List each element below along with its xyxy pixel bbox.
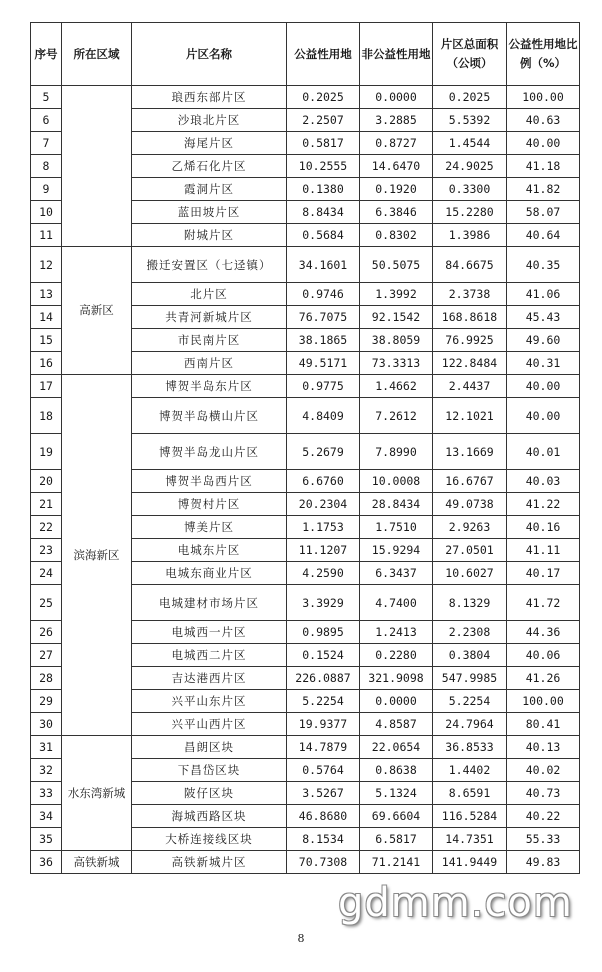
- cell-area-name: 西南片区: [132, 352, 287, 375]
- cell-total-area: 116.5284: [433, 805, 507, 828]
- cell-non-public-land: 92.1542: [360, 306, 433, 329]
- cell-seq: 11: [31, 224, 62, 247]
- cell-area-name: 海城西路区块: [132, 805, 287, 828]
- cell-non-public-land: 0.8727: [360, 132, 433, 155]
- header-total-area: 片区总面积（公顷）: [433, 23, 507, 86]
- cell-public-land: 226.0887: [287, 667, 360, 690]
- cell-non-public-land: 4.8587: [360, 713, 433, 736]
- cell-public-land: 76.7075: [287, 306, 360, 329]
- cell-public-land: 70.7308: [287, 851, 360, 874]
- cell-public-land: 19.9377: [287, 713, 360, 736]
- cell-area-name: 电城建材市场片区: [132, 585, 287, 621]
- cell-total-area: 5.2254: [433, 690, 507, 713]
- cell-public-land: 8.1534: [287, 828, 360, 851]
- cell-non-public-land: 69.6604: [360, 805, 433, 828]
- cell-seq: 16: [31, 352, 62, 375]
- cell-seq: 23: [31, 539, 62, 562]
- cell-non-public-land: 6.3437: [360, 562, 433, 585]
- cell-public-ratio: 41.11: [507, 539, 580, 562]
- cell-public-land: 49.5171: [287, 352, 360, 375]
- cell-seq: 34: [31, 805, 62, 828]
- cell-area-name: 博贺半岛东片区: [132, 375, 287, 398]
- cell-public-ratio: 41.18: [507, 155, 580, 178]
- cell-area-name: 海尾片区: [132, 132, 287, 155]
- cell-non-public-land: 3.2885: [360, 109, 433, 132]
- cell-non-public-land: 0.8638: [360, 759, 433, 782]
- cell-seq: 29: [31, 690, 62, 713]
- cell-area-name: 电城东商业片区: [132, 562, 287, 585]
- cell-public-land: 10.2555: [287, 155, 360, 178]
- cell-public-land: 0.5684: [287, 224, 360, 247]
- cell-non-public-land: 1.3992: [360, 283, 433, 306]
- cell-public-land: 5.2679: [287, 434, 360, 470]
- cell-public-ratio: 40.03: [507, 470, 580, 493]
- watermark: gdmm.com: [338, 880, 573, 926]
- cell-public-land: 0.1524: [287, 644, 360, 667]
- cell-seq: 10: [31, 201, 62, 224]
- cell-area-name: 昌朗区块: [132, 736, 287, 759]
- cell-non-public-land: 71.2141: [360, 851, 433, 874]
- cell-public-ratio: 100.00: [507, 690, 580, 713]
- cell-total-area: 8.1329: [433, 585, 507, 621]
- cell-area-name: 搬迁安置区（七迳镇）: [132, 247, 287, 283]
- cell-area-name: 霞洞片区: [132, 178, 287, 201]
- cell-public-ratio: 40.63: [507, 109, 580, 132]
- cell-seq: 36: [31, 851, 62, 874]
- cell-public-land: 0.5817: [287, 132, 360, 155]
- cell-public-land: 6.6760: [287, 470, 360, 493]
- cell-public-land: 2.2507: [287, 109, 360, 132]
- cell-public-ratio: 40.13: [507, 736, 580, 759]
- cell-seq: 14: [31, 306, 62, 329]
- cell-seq: 25: [31, 585, 62, 621]
- cell-non-public-land: 15.9294: [360, 539, 433, 562]
- land-use-table: [30, 22, 580, 874]
- cell-total-area: 122.8484: [433, 352, 507, 375]
- cell-seq: 5: [31, 86, 62, 109]
- page-number: 8: [297, 932, 305, 945]
- cell-total-area: 168.8618: [433, 306, 507, 329]
- cell-non-public-land: 1.2413: [360, 621, 433, 644]
- cell-total-area: 1.4402: [433, 759, 507, 782]
- cell-total-area: 2.2308: [433, 621, 507, 644]
- cell-non-public-land: 6.5817: [360, 828, 433, 851]
- cell-seq: 8: [31, 155, 62, 178]
- cell-public-land: 0.9746: [287, 283, 360, 306]
- cell-total-area: 547.9985: [433, 667, 507, 690]
- cell-non-public-land: 7.8990: [360, 434, 433, 470]
- cell-non-public-land: 0.8302: [360, 224, 433, 247]
- cell-public-ratio: 40.16: [507, 516, 580, 539]
- cell-non-public-land: 5.1324: [360, 782, 433, 805]
- header-area-name: 片区名称: [132, 23, 287, 86]
- cell-public-ratio: 55.33: [507, 828, 580, 851]
- cell-non-public-land: 0.2280: [360, 644, 433, 667]
- cell-seq: 13: [31, 283, 62, 306]
- cell-non-public-land: 1.7510: [360, 516, 433, 539]
- cell-public-ratio: 100.00: [507, 86, 580, 109]
- cell-seq: 6: [31, 109, 62, 132]
- cell-public-ratio: 40.02: [507, 759, 580, 782]
- cell-public-ratio: 40.73: [507, 782, 580, 805]
- cell-total-area: 76.9925: [433, 329, 507, 352]
- cell-public-ratio: 80.41: [507, 713, 580, 736]
- cell-seq: 35: [31, 828, 62, 851]
- cell-public-ratio: 41.06: [507, 283, 580, 306]
- cell-total-area: 36.8533: [433, 736, 507, 759]
- cell-area-name: 蓝田坡片区: [132, 201, 287, 224]
- cell-public-land: 38.1865: [287, 329, 360, 352]
- table-header-row: [31, 23, 580, 86]
- cell-total-area: 0.3804: [433, 644, 507, 667]
- cell-public-land: 34.1601: [287, 247, 360, 283]
- header-non-public-land: 非公益性用地: [360, 23, 433, 86]
- cell-public-ratio: 40.00: [507, 132, 580, 155]
- table-row: [31, 851, 580, 874]
- cell-area-name: 博贺半岛龙山片区: [132, 434, 287, 470]
- cell-public-land: 0.9775: [287, 375, 360, 398]
- cell-total-area: 1.4544: [433, 132, 507, 155]
- cell-area-name: 电城东片区: [132, 539, 287, 562]
- cell-non-public-land: 50.5075: [360, 247, 433, 283]
- cell-seq: 26: [31, 621, 62, 644]
- cell-total-area: 14.7351: [433, 828, 507, 851]
- cell-non-public-land: 6.3846: [360, 201, 433, 224]
- cell-seq: 31: [31, 736, 62, 759]
- cell-total-area: 27.0501: [433, 539, 507, 562]
- cell-total-area: 8.6591: [433, 782, 507, 805]
- cell-public-ratio: 40.31: [507, 352, 580, 375]
- cell-seq: 22: [31, 516, 62, 539]
- cell-total-area: 15.2280: [433, 201, 507, 224]
- cell-public-ratio: 40.17: [507, 562, 580, 585]
- table-row: [31, 86, 580, 109]
- cell-public-ratio: 44.36: [507, 621, 580, 644]
- cell-non-public-land: 14.6470: [360, 155, 433, 178]
- cell-non-public-land: 10.0008: [360, 470, 433, 493]
- cell-public-land: 3.5267: [287, 782, 360, 805]
- cell-seq: 9: [31, 178, 62, 201]
- cell-total-area: 10.6027: [433, 562, 507, 585]
- cell-area-name: 共青河新城片区: [132, 306, 287, 329]
- cell-area-name: 琅西东部片区: [132, 86, 287, 109]
- cell-area-name: 兴平山东片区: [132, 690, 287, 713]
- cell-public-land: 0.2025: [287, 86, 360, 109]
- cell-area-name: 博贺半岛西片区: [132, 470, 287, 493]
- cell-public-ratio: 40.00: [507, 375, 580, 398]
- cell-area-name: 兴平山西片区: [132, 713, 287, 736]
- cell-public-ratio: 40.22: [507, 805, 580, 828]
- header-seq: 序号: [31, 23, 62, 86]
- header-public-ratio: 公益性用地比例（%）: [507, 23, 580, 86]
- cell-public-ratio: 40.01: [507, 434, 580, 470]
- cell-public-land: 8.8434: [287, 201, 360, 224]
- cell-non-public-land: 1.4662: [360, 375, 433, 398]
- cell-area-name: 附城片区: [132, 224, 287, 247]
- cell-seq: 17: [31, 375, 62, 398]
- cell-public-land: 1.1753: [287, 516, 360, 539]
- cell-non-public-land: 0.1920: [360, 178, 433, 201]
- cell-region: 高铁新城: [62, 851, 132, 874]
- cell-area-name: 博美片区: [132, 516, 287, 539]
- cell-total-area: 24.9025: [433, 155, 507, 178]
- cell-non-public-land: 0.0000: [360, 86, 433, 109]
- cell-seq: 7: [31, 132, 62, 155]
- cell-seq: 18: [31, 398, 62, 434]
- cell-area-name: 陂仔区块: [132, 782, 287, 805]
- cell-non-public-land: 28.8434: [360, 493, 433, 516]
- cell-public-land: 0.1380: [287, 178, 360, 201]
- cell-non-public-land: 321.9098: [360, 667, 433, 690]
- cell-public-ratio: 40.64: [507, 224, 580, 247]
- header-region: 所在区域: [62, 23, 132, 86]
- cell-total-area: 141.9449: [433, 851, 507, 874]
- cell-total-area: 0.2025: [433, 86, 507, 109]
- cell-public-ratio: 41.82: [507, 178, 580, 201]
- cell-seq: 30: [31, 713, 62, 736]
- cell-seq: 21: [31, 493, 62, 516]
- cell-non-public-land: 0.0000: [360, 690, 433, 713]
- cell-public-land: 11.1207: [287, 539, 360, 562]
- cell-total-area: 0.3300: [433, 178, 507, 201]
- cell-total-area: 2.3738: [433, 283, 507, 306]
- cell-total-area: 1.3986: [433, 224, 507, 247]
- cell-total-area: 12.1021: [433, 398, 507, 434]
- cell-seq: 20: [31, 470, 62, 493]
- cell-area-name: 北片区: [132, 283, 287, 306]
- cell-total-area: 2.4437: [433, 375, 507, 398]
- cell-public-land: 14.7879: [287, 736, 360, 759]
- cell-seq: 24: [31, 562, 62, 585]
- cell-public-land: 20.2304: [287, 493, 360, 516]
- cell-area-name: 沙琅北片区: [132, 109, 287, 132]
- cell-public-ratio: 49.83: [507, 851, 580, 874]
- cell-public-ratio: 40.35: [507, 247, 580, 283]
- cell-area-name: 博贺半岛横山片区: [132, 398, 287, 434]
- cell-seq: 33: [31, 782, 62, 805]
- cell-total-area: 13.1669: [433, 434, 507, 470]
- cell-public-ratio: 49.60: [507, 329, 580, 352]
- cell-public-ratio: 41.26: [507, 667, 580, 690]
- cell-area-name: 高铁新城片区: [132, 851, 287, 874]
- cell-area-name: 乙烯石化片区: [132, 155, 287, 178]
- cell-seq: 19: [31, 434, 62, 470]
- cell-non-public-land: 73.3313: [360, 352, 433, 375]
- cell-public-land: 46.8680: [287, 805, 360, 828]
- cell-area-name: 大桥连接线区块: [132, 828, 287, 851]
- cell-non-public-land: 4.7400: [360, 585, 433, 621]
- cell-total-area: 24.7964: [433, 713, 507, 736]
- cell-total-area: 16.6767: [433, 470, 507, 493]
- cell-seq: 32: [31, 759, 62, 782]
- cell-public-ratio: 40.06: [507, 644, 580, 667]
- cell-area-name: 市民南片区: [132, 329, 287, 352]
- cell-seq: 15: [31, 329, 62, 352]
- header-public-land: 公益性用地: [287, 23, 360, 86]
- cell-public-land: 3.3929: [287, 585, 360, 621]
- cell-public-land: 4.2590: [287, 562, 360, 585]
- table-row: [31, 247, 580, 283]
- cell-region: 滨海新区: [62, 375, 132, 736]
- cell-region: 高新区: [62, 247, 132, 375]
- cell-seq: 12: [31, 247, 62, 283]
- cell-non-public-land: 38.8059: [360, 329, 433, 352]
- cell-public-ratio: 45.43: [507, 306, 580, 329]
- cell-region: 水东湾新城: [62, 736, 132, 851]
- cell-area-name: 博贺村片区: [132, 493, 287, 516]
- cell-public-ratio: 58.07: [507, 201, 580, 224]
- cell-public-land: 5.2254: [287, 690, 360, 713]
- cell-total-area: 2.9263: [433, 516, 507, 539]
- cell-public-ratio: 41.22: [507, 493, 580, 516]
- cell-public-land: 0.5764: [287, 759, 360, 782]
- cell-area-name: 下昌岱区块: [132, 759, 287, 782]
- cell-total-area: 49.0738: [433, 493, 507, 516]
- cell-region: [62, 86, 132, 247]
- cell-public-ratio: 40.00: [507, 398, 580, 434]
- cell-public-land: 4.8409: [287, 398, 360, 434]
- cell-non-public-land: 22.0654: [360, 736, 433, 759]
- cell-area-name: 电城西一片区: [132, 621, 287, 644]
- table-body: [31, 86, 580, 874]
- cell-total-area: 84.6675: [433, 247, 507, 283]
- cell-public-ratio: 41.72: [507, 585, 580, 621]
- table-row: [31, 736, 580, 759]
- table-row: [31, 375, 580, 398]
- cell-total-area: 5.5392: [433, 109, 507, 132]
- cell-area-name: 电城西二片区: [132, 644, 287, 667]
- cell-non-public-land: 7.2612: [360, 398, 433, 434]
- cell-seq: 27: [31, 644, 62, 667]
- cell-public-land: 0.9895: [287, 621, 360, 644]
- cell-area-name: 吉达港西片区: [132, 667, 287, 690]
- cell-seq: 28: [31, 667, 62, 690]
